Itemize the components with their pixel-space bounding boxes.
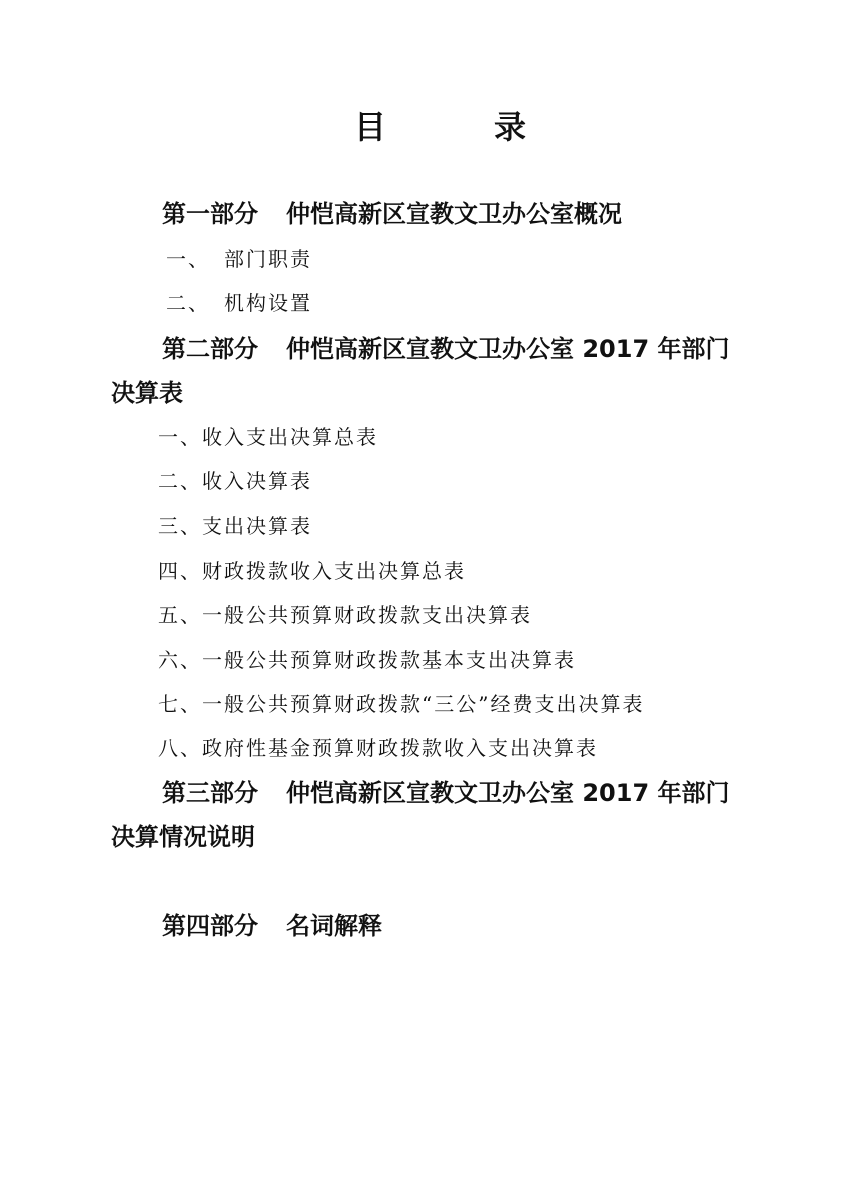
part2-title-line1: 仲恺高新区宣教文卫办公室 2017 年部门 xyxy=(286,335,730,363)
part1-label: 第一部分 xyxy=(162,200,258,228)
part2-item-7: 七、一般公共预算财政拨款“三公”经费支出决算表 xyxy=(158,692,645,716)
part3-title-line1: 仲恺高新区宣教文卫办公室 2017 年部门 xyxy=(286,779,730,807)
part1-item-2-text: 机构设置 xyxy=(224,291,312,315)
part1-heading xyxy=(162,192,622,236)
part1-item-2-num: 二、 xyxy=(166,291,210,315)
part1-item-2 xyxy=(166,288,312,318)
part2-item-3: 三、支出决算表 xyxy=(158,514,312,538)
part1-title: 仲恺高新区宣教文卫办公室概况 xyxy=(286,200,622,228)
part2-item-2: 二、收入决算表 xyxy=(158,469,312,493)
part2-label: 第二部分 xyxy=(162,335,258,363)
part2-item-6: 六、一般公共预算财政拨款基本支出决算表 xyxy=(158,648,576,672)
part2-item-4: 四、财政拨款收入支出决算总表 xyxy=(158,559,466,583)
toc-title xyxy=(0,104,850,150)
part2-item-1: 一、收入支出决算总表 xyxy=(158,425,378,449)
part3-heading xyxy=(162,771,730,815)
part2-heading xyxy=(162,327,730,371)
toc-title-char-1: 目 xyxy=(354,108,387,146)
part4-title: 名词解释 xyxy=(286,912,382,940)
part3-label: 第三部分 xyxy=(162,779,258,807)
part2-title-line2: 决算表 xyxy=(111,379,183,407)
part1-item-1-num: 一、 xyxy=(166,247,210,271)
part3-title-line2: 决算情况说明 xyxy=(111,823,255,851)
part1-item-1-text: 部门职责 xyxy=(224,247,312,271)
part2-item-8: 八、政府性基金预算财政拨款收入支出决算表 xyxy=(158,736,598,760)
part1-item-1 xyxy=(166,244,312,274)
toc-title-char-2: 录 xyxy=(494,108,527,146)
part4-label: 第四部分 xyxy=(162,912,258,940)
part2-item-5: 五、一般公共预算财政拨款支出决算表 xyxy=(158,603,532,627)
part4-heading xyxy=(162,904,382,948)
